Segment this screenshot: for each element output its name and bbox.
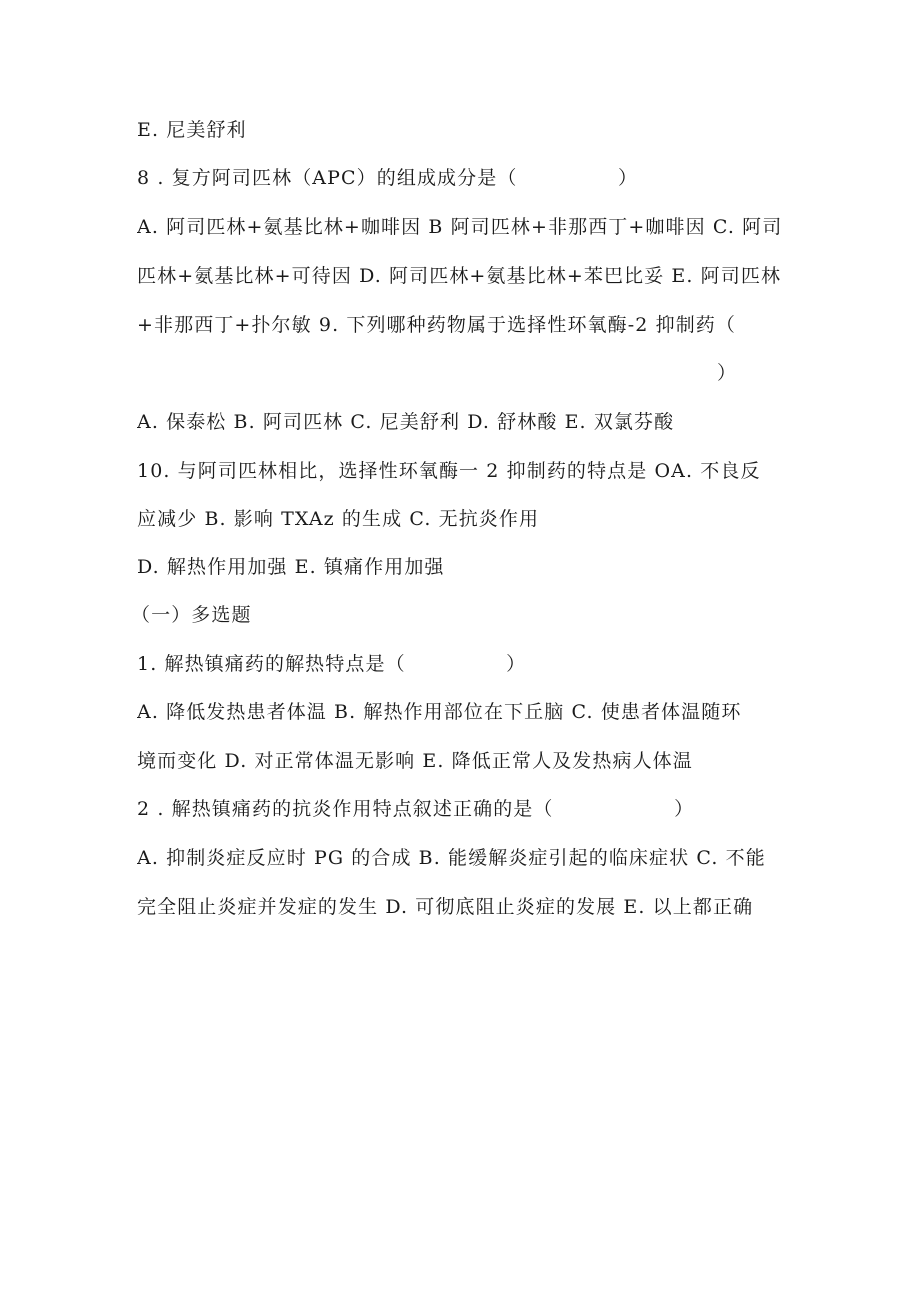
question-9: +非那西丁+扑尔敏 9. 下列哪种药物属于选择性环氧酶-2 抑制药（ (137, 314, 736, 336)
closing-paren: ） (717, 362, 738, 384)
option-line: 匹林+氨基比林+可待因 D. 阿司匹林+氨基比林+苯巴比妥 E. 阿司匹林 (137, 265, 782, 287)
option-line: 应减少 B. 影响 TXAz 的生成 C. 无抗炎作用 (137, 508, 540, 530)
multi-question-1: 1. 解热镇痛药的解热特点是（ ） (137, 653, 527, 675)
option-line: A. 保泰松 B. 阿司匹林 C. 尼美舒利 D. 舒林酸 E. 双氯芬酸 (137, 411, 675, 433)
option-line: A. 抑制炎症反应时 PG 的合成 B. 能缓解炎症引起的临床症状 C. 不能 (137, 847, 766, 869)
option-line: 境而变化 D. 对正常体温无影响 E. 降低正常人及发热病人体温 (137, 750, 693, 772)
question-10: 10. 与阿司匹林相比，选择性环氧酶一 2 抑制药的特点是 OA. 不良反 (137, 460, 761, 482)
option-line: D. 解热作用加强 E. 镇痛作用加强 (137, 556, 445, 578)
option-line: 完全阻止炎症并发症的发生 D. 可彻底阻止炎症的发展 E. 以上都正确 (137, 896, 754, 918)
option-line: A. 降低发热患者体温 B. 解热作用部位在下丘脑 C. 使患者体温随环 (137, 701, 742, 723)
section-heading: （一）多选题 (131, 604, 252, 626)
question-8: 8 . 复方阿司匹林（APC）的组成成分是（ ） (137, 167, 639, 189)
option-line: E. 尼美舒利 (137, 119, 247, 141)
option-line: A. 阿司匹林+氨基比林+咖啡因 B 阿司匹林+非那西丁+咖啡因 C. 阿司 (137, 216, 783, 238)
multi-question-2: 2 . 解热镇痛药的抗炎作用特点叙述正确的是（ ） (137, 798, 695, 820)
